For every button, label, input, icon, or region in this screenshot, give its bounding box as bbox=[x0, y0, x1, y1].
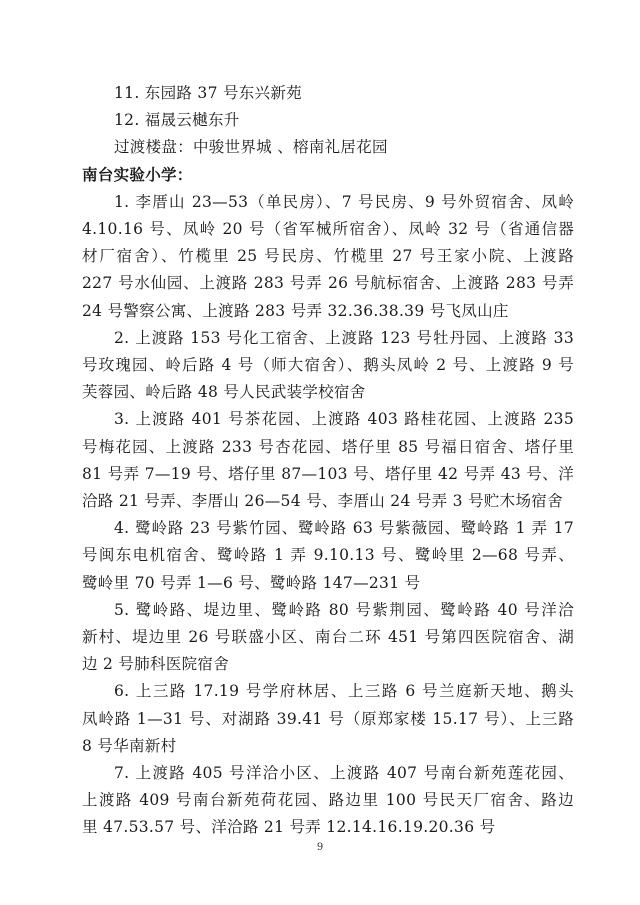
paragraph-line: 号闽东电机宿舍、鹭岭路 1 弄 9.10.13 号、鹭岭里 2—68 号弄、 bbox=[82, 546, 574, 565]
paragraph-6 bbox=[82, 678, 574, 760]
paragraph-line: 7. 上渡路 405 号洋洽小区、上渡路 407 号南台新苑莲花园、 bbox=[114, 764, 574, 783]
paragraph-line: 号梅花园、上渡路 233 号杏花园、塔仔里 85 号福日宿舍、塔仔里 bbox=[82, 437, 574, 456]
page-number: 9 bbox=[316, 842, 324, 853]
paragraph-line: 8 号华南新村 bbox=[82, 736, 177, 755]
document-body bbox=[82, 80, 574, 842]
paragraph-line: 2. 上渡路 153 号化工宿舍、上渡路 123 号牡丹园、上渡路 33 bbox=[114, 328, 574, 347]
paragraph-line: 凤岭路 1—31 号、对湖路 39.41 号（原郑家楼 15.17 号）、上三路 bbox=[82, 709, 574, 728]
paragraph-line: 4.10.16 号、凤岭 20 号（省军械所宿舍）、凤岭 32 号（省通信器 bbox=[82, 220, 574, 239]
paragraph-line: 81 号弄 7—19 号、塔仔里 87—103 号、塔仔里 42 号弄 43 号、洋 bbox=[82, 464, 574, 483]
paragraph-line: 6. 上三路 17.19 号学府林居、上三路 6 号兰庭新天地、鹅头 bbox=[114, 682, 574, 701]
paragraph-7 bbox=[82, 760, 574, 842]
paragraph-line: 227 号水仙园、上渡路 283 号弄 26 号航标宿舍、上渡路 283 号弄 bbox=[82, 274, 574, 293]
transition-housing-line: 过渡楼盘：中骏世界城 、榕南礼居花园 bbox=[114, 138, 388, 157]
paragraph-line: 芙蓉园、岭后路 48 号人民武装学校宿舍 bbox=[82, 383, 366, 402]
paragraph-line: 里 47.53.57 号、洋洽路 21 号弄 12.14.16.19.20.36 号 bbox=[82, 818, 496, 837]
paragraph-2 bbox=[82, 325, 574, 407]
intro-line-12: 12. 福晟云樾东升 bbox=[114, 111, 240, 130]
paragraph-line: 上渡路 409 号南台新苑荷花园、路边里 100 号民天厂宿舍、路边 bbox=[82, 791, 574, 810]
paragraph-1 bbox=[82, 189, 574, 325]
paragraph-line: 洽路 21 号弄、李厝山 26—54 号、李厝山 24 号弄 3 号贮木场宿舍 bbox=[82, 492, 563, 511]
paragraph-4 bbox=[82, 515, 574, 597]
paragraph-line: 24 号警察公寓、上渡路 283 号弄 32.36.38.39 号飞凤山庄 bbox=[82, 301, 509, 320]
paragraph-line: 新村、堤边里 26 号联盛小区、南台二环 451 号第四医院宿舍、湖 bbox=[82, 628, 574, 647]
paragraph-3 bbox=[82, 406, 574, 515]
paragraph-line: 边 2 号肺科医院宿舍 bbox=[82, 655, 230, 674]
intro-line-11: 11. 东园路 37 号东兴新苑 bbox=[114, 84, 302, 102]
paragraph-line: 5. 鹭岭路、堤边里、鹭岭路 80 号紫荆园、鹭岭路 40 号洋洽 bbox=[114, 600, 574, 619]
paragraph-5 bbox=[82, 597, 574, 679]
paragraph-line: 号玫瑰园、岭后路 4 号（师大宿舍）、鹅头凤岭 2 号、上渡路 9 号 bbox=[82, 356, 574, 375]
paragraph-line: 鹭岭里 70 号弄 1—6 号、鹭岭路 147—231 号 bbox=[82, 573, 421, 592]
section-heading: 南台实验小学： bbox=[82, 165, 193, 184]
paragraph-line: 3. 上渡路 401 号茶花园、上渡路 403 路桂花园、上渡路 235 bbox=[114, 410, 574, 429]
paragraph-line: 材厂宿舍）、竹榄里 25 号民房、竹榄里 27 号王家小院、上渡路 bbox=[82, 247, 574, 266]
paragraph-line: 4. 鹭岭路 23 号紫竹园、鹭岭路 63 号紫薇园、鹭岭路 1 弄 17 bbox=[114, 519, 574, 538]
paragraph-line: 1. 李厝山 23—53（单民房）、7 号民房、9 号外贸宿舍、凤岭 bbox=[114, 192, 574, 211]
